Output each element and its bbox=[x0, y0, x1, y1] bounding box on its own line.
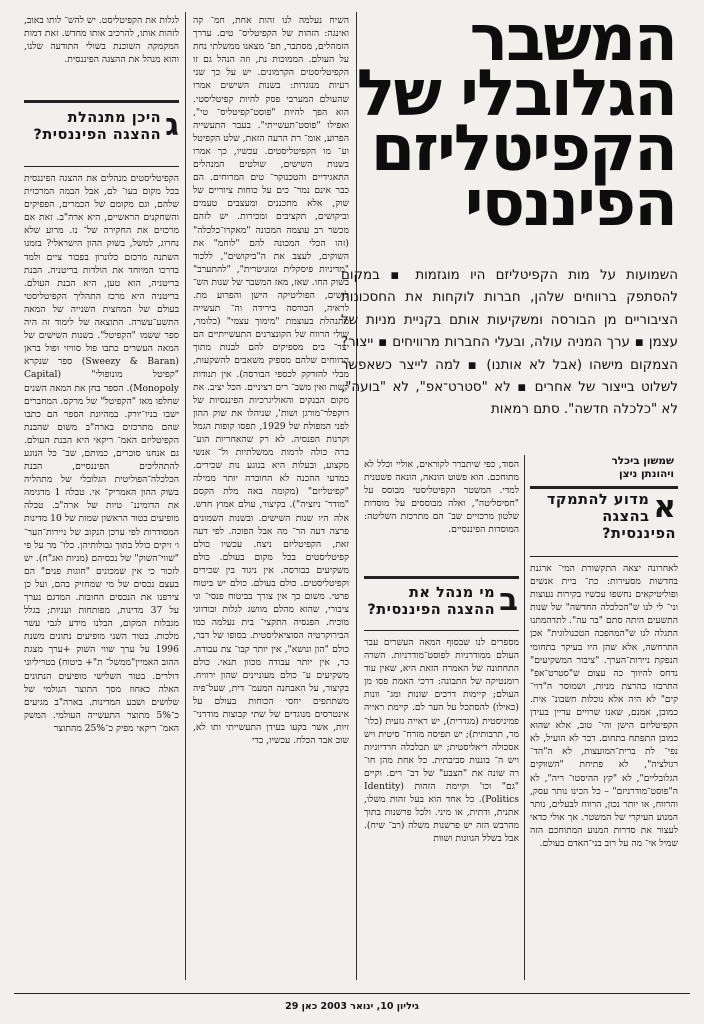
headline-line: המשבר bbox=[469, 2, 676, 76]
section-a-heading bbox=[528, 489, 676, 543]
section-letter: ג bbox=[165, 107, 179, 143]
author-name: שמשון ביכלר bbox=[611, 455, 674, 467]
article-dek: השמועות על מות הקפיטליזם היו מוגזמות ▪ במקום להסתפק ברווחים שלהן, חברות לוקחות את החסכונות הציבוריים מן הבורסה ומשקיעות אותם בקניית מניות של עצמן ▪ ערך המניה עולה, ובעלי החברות מרוויחים ▪ ייצור? הצמקום מישהו (אבל לא אותנו) ▪ למה לייצר כשאפשר לשלוט בייצור של אחרים ▪ לא "סטרט־אפ", לא "בועה", לא "כלכלה חדשה". סתם רמאות bbox=[341, 268, 678, 418]
paragraph: הסוד, כפי שיתברר לקוראים, אוליי וכלל לא מתוחכם. הוא פשוט הונאה, הונאה פשטנית למדי. המשטר הקפיטליסטי מבוסס על "חסיסליטה", ואלה מבוססים על מוסדות שלטון מרכזיים שב־ הם מתרכזת השליטה: המוסדות הפיננסיים. bbox=[364, 459, 519, 536]
column-rule bbox=[524, 455, 525, 980]
paragraph: הקפיטליסטים מנהלים את ההצגה הפיננסית בכל מקום בעו־ לם, אבל הבמה המרכזית שלהם, וגם מקומם של הכמרים, הפפיקים והשחקנים הראשיים, היא ארה"ב. זאת אם מרכזים את החקירה של־ נו. מרוע שלא נחרוג, למשל, בשוק ההון הישראלי? בזמנו השתנה מרכזם כלונרון בפכור ציים ולמד בדרכו המיוחד את הולדות בריטניה. הבנת בריטניה, הוא טען, היא הבנת העולם. בריטניה היא מרכז התהליך הקפיטליסטי בעולם של המחצית השנייה של המאה התשע־עשרה. התוצאה של לימוד זה היה ספר ששמו "הקפיטל". בשנות השישים של המאה העשרים כתבו פול סוויזי ופול בראן (Sweezy & Baran) ספר שנקרא "קפיטל מונופולי" (Capital Monopoly). הספר בחן את המאה השנים שחלפו מאז "הקפיטל" של מרקס. המחברים ישבו בניו־יורק. במהיונת הספר הם כתבו שהם מתרכזים בארה"ב משום שהבנת הקפיטליזם האמ־ ריקאי היא הבנת העולם. גם אנחנו סוברים, כמותם, שב־ כל הנוגע להתהליכים הפיננסיים, הבנת הכלכלה־הפוליטית הגלובלי של מתהליה בשוק ההון האמריק־ אי. טבלה 1 מדגימה את הדומיננ־ טיות של ארה"ב. טבלה מופיעים בטור הראשון שמות של 10 מדינות המסודרות לפי ערכן הנקוב של ניירות־הער־ ו׳ זיקים כולל בתוך גבולותיהן. כלו־ מר על פי "שווי־השוק" של נכסיהם (מניות ואג"ח). יש לזכור כי אין שמכונים "חוגות פנים" הם בעצם נכסים של מי שמחזיק בהם, ועל כן צירפנו את הנכסים החובות. המדגם נערך על 37 מדינות, מפותחות ועניות; בגלל מגבלות המקום, הבלנו מידע לגבי עשר מלכות. בטור השני מופיעים נתונים משנת 1996 על ערך שווי השוק +ערך מצגת ההוב האמיין"ממשל־ ת"+ ביטוח) בטריליוני דולרים. בטור השלישי מופיעים הנתונים האלה כאחוז מסך התוצר הגולמי של שלושים ושבע המדינות. בארה"ב מגיעים כ־5% מתוצר התעשייה העולמי. המשק האמ־ ריקאי מפיק כ־25% מהתוצר bbox=[24, 173, 179, 734]
section-rule bbox=[24, 166, 179, 167]
page-footer: גיליון 10, ינואר 2003 כאן 29 bbox=[285, 1001, 419, 1012]
footer-rule bbox=[14, 993, 690, 994]
paragraph: לאחרונה יצאה התקשורת המי־ ארגנת בחדשות מסעירות: כת־ ביית אנשים ופוליטיקאים נחשפו עכשיו בקירות נעוצות וני־ לי לנו ש"הכלכלה החדשה" של שנות התשעים היתה סתם "בר עה". לתדהמתנו התגלה לנו ש"המהפכה הטכנולוגית" אכן התרחשה, אלא שהן היו בעיקר בתחומי הנפקת ניירות־הערך. "ציבור המשקיעים" נדחס להיווך כה עצום ש"סטרט־אפ" התרבזו בהרצת מניות, ושמוסר ה"דוי־ קים" לא היה אלא נוכלות חשבונ־ אית. כמובן, אמנם, שאנו שרויים עדיין בעידן הקפיטליזם הישן והי־ טוב, אלא שהוא כמובן התפתח בתחום. דבר לא הועיל, לא נפי־ לת ברית־המועצות, לא ה"הד־ רגולציה", לא פתיחת "השווקים הגלובליים", לא "קץ ההיסטו־ ריה", לא ה"פוסט־מודרניזם" – כל הכינו נותר עסק, והרווח, או יותר נכון, הרווח לבעלים, נותר המנוע העיקרי של המשטר. אך אולי כדאי לעצור את סדרות המנוע המתוחכם הזה שמיל אי־ מה על רוב בני־האדם בעולם. bbox=[530, 563, 678, 849]
byline bbox=[514, 455, 674, 481]
paragraph: השיח נעלמה לנו זהות אחת, חמ־ קה ואינגה: הזהות של הקפיטליס־ טים. עדרך הזמהלים, מסתבר, תפ־ מצאנו ממשלתי נחת על העולם. הממוכות נת, וזה הנהל גם זו הקפיטליסטים הקרמונים. יש על כך שני רעיות מנוגדות: בשנות השישים אמרו שהעולם המערבי פסק להיות קפיטליסטי. הוא הפך להיות "פוסט־קפיטליס־ טי", ואפילו "פוסט־תעשייתי". בעבר התעשייה הפרוע, אומ־ רת הרעה הזאת, שלט הקפיטל וע־ מו הקפיטליסטים. עכשיו, כך אמרו בשנות השישים, שולטים המנהלים התאגידיים והטכנוקר־ טים המרוחים. הם כבר אינם נמר־ כים על כוחות ציוריים של שוק, אלא מתכננים ומעצבים טעמים וביקושים, תקציבים ומכירות. יש לזהם מכשר רב עוצמה המכונה "מאקרו־כלכלה" (זהו הכלי המכונה להם "לוחמ" את השוקים, לעצב את ה"ביקושים", ללכוד "מדיניות פיסקלית ומוניטרית", "להתערב" בשוק החו. שאז, מאז המשבר של שנות הש־ לושים, הפוליטיקה הישן והפרוע מת. לראיה, הבורסה בירידה וה־ תעשייה מתנהלת בעוצמת "מימוך עצמי" (כלומר, שולי הרווח של הקונצרנים התעשייתיים הם יצר־ בים מספיקים להם לבנות מתוך הרווחים שלהם מספיק משאבים להשקעות, מבלי להזדקק לכספי הבורסה). אין תנודות קשות ואין משב־ רים רציניים. הכל יציב. את מקום הבנקים והאוליגרכיות הפיננסיות של רוקפלר־מורגן ושות', שניהלו את שוק ההון לפני המפולת של 1929, תפסו קופות הגמל וקרנות הפנסיה. לא רק שהאחריות הוע־ ברה כולה לרמות ממשלתיות ול־ אנשי מקצוע, ובעלות היא בנוגע נות שכירים. כמדעי ההכנה לא החוברה יותר ממילה "קפיטליזם" (מקומה באה מלת הקסם "מודר־ ניזציה"). בקיצור, עולם אמוץ חדש. אלה היו שנות השישים. ובשנות השמונים פרצה דעה הר־ מה אבל הפוכה. לפי דעה זאת, הקפיטליזם ניצח. עכשיו כולם קפיטליסטים בכל מקום בעולם. כולם משקיעים בבורסה. אין ניגוד בין שכירים וקפיטליסטים. כולם בעולם. כולם יש ביטוח פרטי. משום כך אין צורך בביטוח פנסי־ וני ציבורי, שהוא מהלם מוושג לגלות ובודווני מוכיח. הפנסיה התקצי־ בית נעלמה כמו הבירוקרטיה הסוציאליסטית. בסופו של דבר, כולם "הון ונושא", אין יותר קבו־ צת עבודה. כר, אין יותר עבודה מכוון תנאי. כולם משקיעים ע־ כולם מעוניינים שהון ירוויח. בקיצור, על האבחנה המעמ־ דית, שעל־פיה משתתפים יחסי הכוחות בעולם על אינטרסים מנוגדים של שתי קבוצות מודרני־ זיות, אשר בקעו בעידן התעשייתי ותו לא, שוב אבד הכלח. עכשיו, כדי bbox=[193, 15, 349, 747]
section-title: היכן מתנהלת ההצגה הפיננסית? bbox=[33, 110, 162, 143]
paragraph: לגלות את הקפיטליסט. יש להש־ לותו באוב, לזהות אותו, להרכיב אותו מחדש. זאת דמות המקמקה השוכנת בשולי התודעה שלנו, והוא מנהל את ההצגה הפיננסית. bbox=[24, 15, 179, 66]
article-column bbox=[24, 172, 179, 982]
section-b-heading bbox=[363, 582, 518, 619]
section-rule bbox=[24, 100, 179, 103]
author-name: ויהונתן ניצן bbox=[618, 468, 674, 480]
section-rule bbox=[364, 576, 519, 579]
section-letter: ב bbox=[499, 582, 518, 618]
section-rule bbox=[364, 630, 519, 631]
section-title: מדוע להתמקד בהצגה הפיננסית? bbox=[546, 492, 676, 542]
article-column bbox=[24, 14, 179, 94]
paragraph: מספרים לנו שבסוף המאה העשרים עבר העולם ממודרניות לפוסט־מודרניות. השרה התחתונה של האמרה הזאת היא, שאין עוד רומנטיקה של התבונה: דרכי האמת פסו מן העולם; קיימות דרכים שונות ומג־ וונות (כאילו) להסתכל על הער לם. קיימת ראייה פמיניסטית (מגדרית), יש ראייה גזעית (כלו־ מר, תרבותית); יש תפיסה מזרח־ סיטית ויש אסכולה ריאליסטית; יש תכלכלה חרדיוניות ויש ה־ בוננות סביבתית. כל אחת מהן חו־ רה שונה את "הצבע" של דב־ רים. וקיים "גם" וכו' וקיימת הזהות (Identity Politics). כל אחד הוא בעל זהות משלו, אתנית, ודתית, או מיני. ולכל פרשנות בתוך מהרבש הזה יש פרשנות משלה (רב־ שיח). אבל בשלל הגוונות ושוות bbox=[364, 637, 519, 845]
headline-line: הפיננסי bbox=[464, 167, 676, 241]
article-column bbox=[530, 562, 678, 982]
column-rule bbox=[185, 12, 186, 980]
headline-line: הגלובלי של bbox=[356, 57, 676, 131]
article-column bbox=[193, 14, 349, 980]
section-title: מי מנהל את ההצגה הפיננסית? bbox=[367, 585, 496, 618]
article-column bbox=[364, 636, 519, 982]
section-rule bbox=[530, 556, 678, 557]
section-g-heading bbox=[24, 107, 179, 144]
article-column bbox=[364, 458, 519, 568]
section-letter: א bbox=[653, 489, 676, 525]
article-headline bbox=[341, 2, 676, 241]
headline-line: הקפיטליזם bbox=[370, 112, 676, 186]
